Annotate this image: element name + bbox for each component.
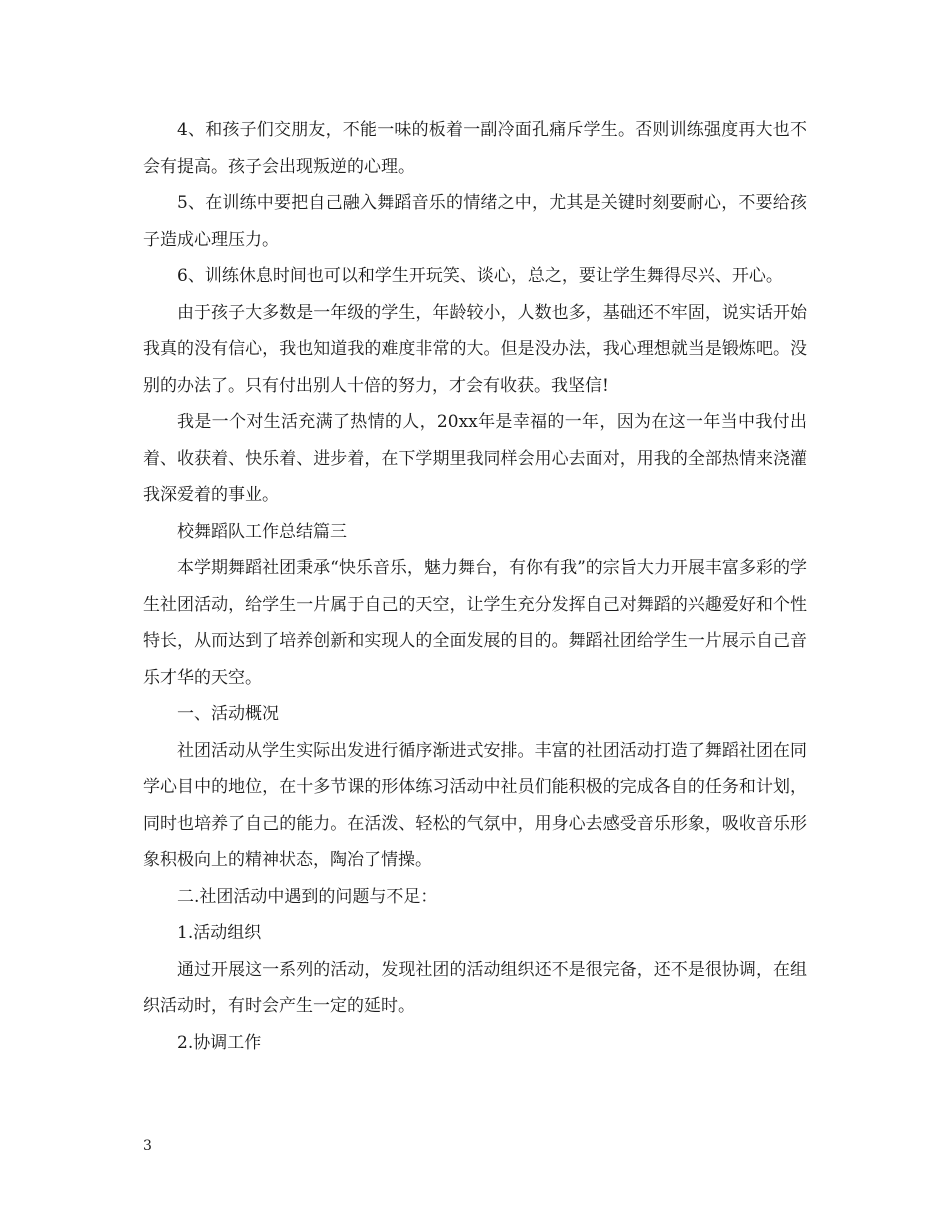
- section-heading-part-three: 校舞蹈队工作总结篇三: [177, 521, 347, 542]
- paragraph-club-intro: 本学期舞蹈社团秉承“快乐音乐，魅力舞台，有你有我”的宗旨大力开展丰富多彩的学生社团活动，给学生一片属于自己的天空，让学生充分发挥自己对舞蹈的兴趣爱好和个性特长，从而达到了培养创新和实现人的全面发展的目的。舞蹈社团给学生一片展示自己音乐才华的天空。: [143, 558, 807, 688]
- section-heading-activity-overview: 一、活动概况: [177, 704, 279, 724]
- paragraph-reflection: 我是一个对生活充满了热情的人，20xx年是幸福的一年，因为在这一年当中我付出着、收获着、快乐着、进步着，在下学期里我同样会用心去面对，用我的全部热情来浇灌我深爱着的事业。: [143, 412, 807, 505]
- document-page: [143, 112, 807, 1061]
- page-number: 3: [143, 1138, 152, 1154]
- section-heading-problems: 二.社团活动中遇到的问题与不足：: [177, 886, 438, 907]
- subheading-coordination: 2.协调工作: [177, 1032, 262, 1053]
- paragraph-item-4: 4、和孩子们交朋友，不能一味的板着一副冷面孔痛斥学生。否则训练强度再大也不会有提高。孩子会出现叛逆的心理。: [143, 120, 807, 177]
- paragraph-item-5: 5、在训练中要把自己融入舞蹈音乐的情绪之中，尤其是关键时刻要耐心，不要给孩子造成心理压力。: [143, 193, 807, 250]
- paragraph-student-situation: 由于孩子大多数是一年级的学生，年龄较小，人数也多，基础还不牢固，说实话开始我真的没有信心，我也知道我的难度非常的大。但是没办法，我心理想就当是锻炼吧。没别的办法了。只有付出别人十倍的努力，才会有收获。我坚信!: [143, 302, 807, 396]
- subheading-activity-organization: 1.活动组织: [177, 923, 262, 943]
- paragraph-item-6: 6、训练休息时间也可以和学生开玩笑、谈心，总之，要让学生舞得尽兴、开心。: [177, 266, 783, 286]
- paragraph-activity-overview: 社团活动从学生实际出发进行循序渐进式安排。丰富的社团活动打造了舞蹈社团在同学心目中的地位，在十多节课的形体练习活动中社员们能积极的完成各自的任务和计划，同时也培养了自己的能力。在活泼、轻松的气氛中，用身心去感受音乐形象，吸收音乐形象积极向上的精神状态，陶冶了情操。: [143, 740, 807, 870]
- paragraph-activity-organization: 通过开展这一系列的活动，发现社团的活动组织还不是很完备，还不是很协调，在组织活动时，有时会产生一定的延时。: [143, 959, 807, 1016]
